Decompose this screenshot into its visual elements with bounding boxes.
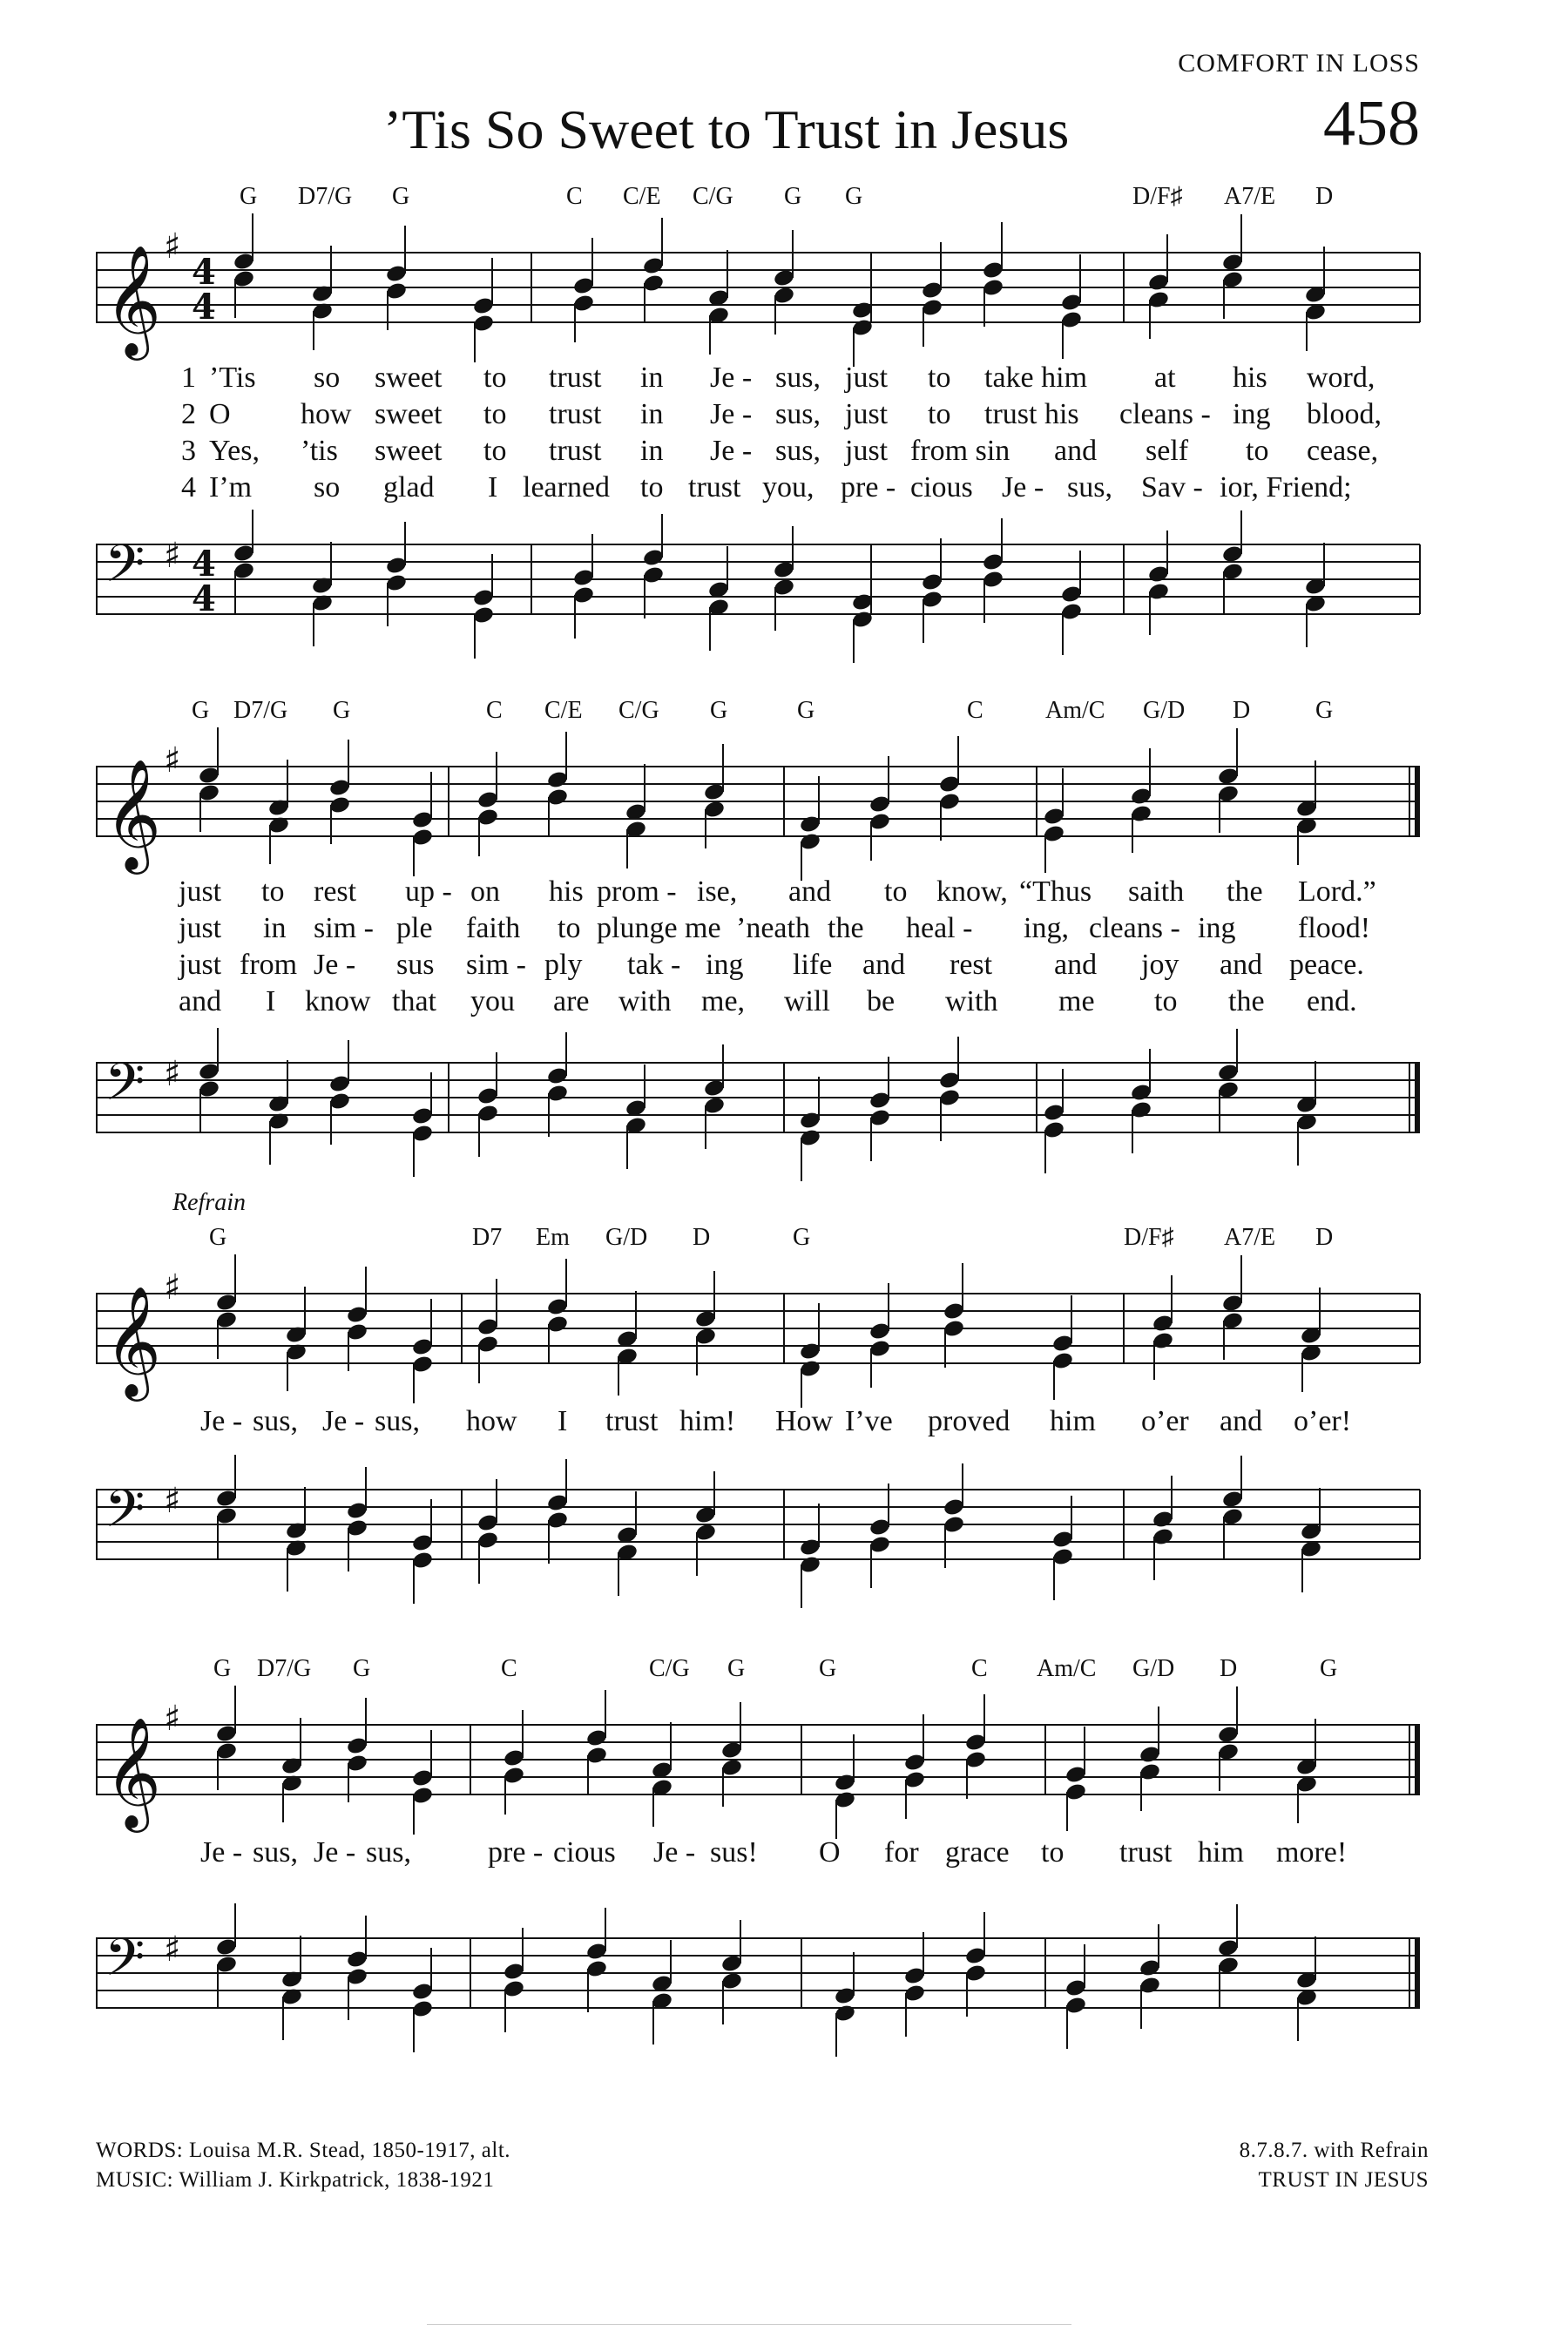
lyric-syllable: just xyxy=(179,875,222,908)
lyric-syllable: sus, xyxy=(253,1836,298,1869)
lyric-syllable: in xyxy=(640,362,664,394)
lyric-syllable: trust xyxy=(549,398,602,430)
lyric-syllable: will xyxy=(784,985,830,1017)
bass-clef-icon: 𝄢 xyxy=(105,1927,145,2000)
lyric-syllable: in xyxy=(263,912,287,944)
lyric-syllable: in xyxy=(640,398,664,430)
lyric-syllable: ’neath xyxy=(736,912,810,944)
lyric-syllable: sweet xyxy=(375,362,443,394)
lyric-syllable: just xyxy=(845,435,889,467)
category-heading: COMFORT IN LOSS xyxy=(1178,49,1420,78)
lyric-syllable: ise, xyxy=(697,875,738,908)
lyric-syllable: more! xyxy=(1276,1836,1348,1869)
lyric-syllable: how xyxy=(301,398,352,430)
sharp-icon: ♯ xyxy=(164,1267,181,1308)
lyric-syllable: to xyxy=(884,875,908,908)
lyric-syllable: Sav - xyxy=(1141,471,1203,504)
chord-symbol: G xyxy=(213,1655,232,1682)
lyric-syllable: pre - xyxy=(488,1836,544,1869)
chord-symbol: G xyxy=(727,1655,746,1682)
chord-symbol: Am/C xyxy=(1045,697,1105,724)
bass-staff xyxy=(96,505,1420,653)
lyric-syllable: cleans - xyxy=(1119,398,1211,430)
time-signature: 4 xyxy=(192,287,216,328)
bass-clef-icon: 𝄢 xyxy=(105,533,145,606)
lyric-syllable: I’m xyxy=(209,471,253,504)
lyric-syllable: ing, xyxy=(1024,912,1069,944)
chord-symbol: D xyxy=(1315,183,1334,210)
treble-staff xyxy=(96,732,1420,871)
lyric-syllable: I xyxy=(266,985,276,1017)
lyric-syllable: on xyxy=(470,875,500,908)
chord-symbol: G xyxy=(240,183,258,210)
chord-symbol: G xyxy=(392,183,410,210)
chord-symbol: G xyxy=(793,1224,811,1251)
chord-symbol: Em xyxy=(536,1224,570,1251)
lyric-syllable: sus, xyxy=(366,1836,411,1869)
sharp-icon: ♯ xyxy=(164,226,181,267)
tune-info xyxy=(1240,2136,1429,2195)
lyric-syllable: for xyxy=(884,1836,919,1869)
lyric-syllable: to xyxy=(928,398,951,430)
chord-symbol: D xyxy=(1233,697,1251,724)
music-system-1 xyxy=(96,183,1420,671)
lyric-syllable: him! xyxy=(679,1405,736,1437)
treble-staff xyxy=(96,1690,1420,1829)
lyric-syllable: sim - xyxy=(314,912,374,944)
lyric-syllable: to xyxy=(640,471,664,504)
lyric-syllable: just xyxy=(179,949,222,981)
verse-line-1 xyxy=(96,875,1420,914)
lyric-syllable: heal - xyxy=(906,912,973,944)
chord-symbols xyxy=(96,697,1420,732)
treble-staff xyxy=(96,218,1420,357)
lyric-syllable: just xyxy=(845,362,889,394)
lyric-syllable: and xyxy=(179,985,222,1017)
lyric-syllable: him xyxy=(1050,1405,1096,1437)
lyric-syllable: you, xyxy=(762,471,814,504)
lyric-syllable: blood, xyxy=(1307,398,1382,430)
lyric-syllable: How xyxy=(775,1405,834,1437)
lyric-syllable: end. xyxy=(1307,985,1357,1017)
credits xyxy=(96,2136,510,2195)
tune-name: TRUST IN JESUS xyxy=(1258,2168,1429,2192)
lyric-syllable: peace. xyxy=(1289,949,1364,981)
lyric-syllable: from xyxy=(240,949,298,981)
lyric-syllable: and xyxy=(788,875,832,908)
verse-number: 4 xyxy=(181,471,196,504)
bass-staff xyxy=(96,1459,1420,1590)
chord-symbol: G xyxy=(845,183,863,210)
lyric-syllable: life xyxy=(793,949,833,981)
lyric-syllable: rest xyxy=(314,875,357,908)
lyric-syllable: o’er! xyxy=(1294,1405,1352,1437)
lyric-syllable: be xyxy=(867,985,896,1017)
lyric-syllable: Je - xyxy=(314,949,356,981)
lyric-syllable: tak - xyxy=(627,949,681,981)
lyric-syllable: I xyxy=(558,1405,568,1437)
chord-symbol: D7/G xyxy=(298,183,353,210)
lyric-syllable: Je - xyxy=(710,435,753,467)
lyric-syllable: Je - xyxy=(653,1836,696,1869)
chord-symbol: G xyxy=(784,183,802,210)
lyric-syllable: ior, Friend; xyxy=(1220,471,1352,504)
lyric-syllable: cious xyxy=(910,471,973,504)
refrain-line xyxy=(96,1405,1420,1443)
lyric-syllable: Je - xyxy=(322,1405,365,1437)
chord-symbol: C/G xyxy=(649,1655,690,1682)
chord-symbol: D7 xyxy=(472,1224,503,1251)
lyric-syllable: with xyxy=(618,985,672,1017)
lyric-syllable: sweet xyxy=(375,435,443,467)
chord-symbol: G xyxy=(192,697,210,724)
lyric-syllable: me, xyxy=(701,985,746,1017)
chord-symbol: A7/E xyxy=(1224,183,1276,210)
lyric-syllable: Yes, xyxy=(209,435,260,467)
chord-symbol: G/D xyxy=(605,1224,648,1251)
chord-symbol: G xyxy=(819,1655,837,1682)
lyric-syllable: just xyxy=(179,912,222,944)
chord-symbol: D/F♯ xyxy=(1124,1224,1174,1251)
lyric-syllable: Lord.” xyxy=(1298,875,1376,908)
verse-number: 2 xyxy=(181,398,196,430)
lyric-syllable: I’ve xyxy=(845,1405,893,1437)
lyric-syllable: Je - xyxy=(200,1405,243,1437)
chord-symbol: C xyxy=(486,697,503,724)
lyric-syllable: you xyxy=(470,985,515,1017)
lyric-syllable: cease, xyxy=(1307,435,1379,467)
lyric-syllable: with xyxy=(945,985,998,1017)
sharp-icon: ♯ xyxy=(164,1481,181,1521)
chord-symbol: G xyxy=(1315,697,1334,724)
lyric-syllable: sus, xyxy=(1067,471,1112,504)
lyric-syllable: saith xyxy=(1128,875,1185,908)
chord-symbol: G xyxy=(209,1224,227,1251)
music-system-refrain xyxy=(96,1189,1420,1555)
lyric-syllable: so xyxy=(314,471,341,504)
lyric-syllable: to xyxy=(483,398,507,430)
lyric-syllable: rest xyxy=(950,949,993,981)
sharp-icon: ♯ xyxy=(164,740,181,781)
verse-line-2 xyxy=(96,912,1420,950)
chord-symbols xyxy=(96,1655,1420,1690)
lyric-syllable: ’Tis xyxy=(209,362,256,394)
lyric-syllable: faith xyxy=(466,912,521,944)
lyric-syllable: sus, xyxy=(775,435,821,467)
chord-symbol: D7/G xyxy=(233,697,288,724)
lyric-syllable: joy xyxy=(1141,949,1179,981)
chord-symbol: G xyxy=(797,697,815,724)
chord-symbol: G xyxy=(353,1655,371,1682)
chord-symbol: Am/C xyxy=(1037,1655,1097,1682)
lyric-syllable: to xyxy=(483,435,507,467)
lyric-syllable: “Thus xyxy=(1019,875,1092,908)
music-system-2 xyxy=(96,697,1420,1185)
refrain-label: Refrain xyxy=(172,1189,246,1216)
lyric-syllable: know, xyxy=(936,875,1008,908)
lyric-syllable: up - xyxy=(405,875,452,908)
sharp-icon: ♯ xyxy=(164,536,181,576)
lyric-syllable: me xyxy=(1058,985,1095,1017)
lyric-syllable: Je - xyxy=(710,362,753,394)
chord-symbol: C xyxy=(501,1655,517,1682)
chord-symbol: G/D xyxy=(1143,697,1186,724)
hymn-number: 458 xyxy=(1323,88,1420,159)
lyric-syllable: the xyxy=(1228,985,1265,1017)
lyric-syllable: ply xyxy=(544,949,583,981)
music-credit: MUSIC: William J. Kirkpatrick, 1838-1921 xyxy=(96,2168,495,2192)
time-signature: 4 xyxy=(192,578,216,619)
lyric-syllable: sus, xyxy=(253,1405,298,1437)
lyric-syllable: and xyxy=(1220,1405,1263,1437)
lyric-syllable: Je - xyxy=(314,1836,356,1869)
lyric-syllable: flood! xyxy=(1298,912,1371,944)
chord-symbol: C/G xyxy=(618,697,659,724)
chord-symbols xyxy=(96,183,1420,218)
lyric-syllable: ing xyxy=(1233,398,1271,430)
verse-line-4 xyxy=(96,471,1420,510)
lyric-syllable: to xyxy=(483,362,507,394)
lyric-syllable: I xyxy=(488,471,498,504)
lyric-syllable: sus! xyxy=(710,1836,758,1869)
lyric-syllable: the xyxy=(1227,875,1263,908)
lyric-syllable: at xyxy=(1154,362,1176,394)
lyric-syllable: sus xyxy=(396,949,435,981)
lyric-syllable: sweet xyxy=(375,398,443,430)
verse-line-4 xyxy=(96,985,1420,1024)
lyric-syllable: trust xyxy=(549,435,602,467)
lyric-syllable: his xyxy=(1233,362,1267,394)
lyric-syllable: O xyxy=(209,398,231,430)
music-system-4 xyxy=(96,1655,1420,2065)
meter: 8.7.8.7. with Refrain xyxy=(1239,2139,1429,2162)
lyric-syllable: trust xyxy=(605,1405,659,1437)
lyric-syllable: sus, xyxy=(375,1405,420,1437)
lyric-syllable: pre - xyxy=(841,471,896,504)
refrain-line xyxy=(96,1836,1420,1875)
treble-clef-icon: 𝄞 xyxy=(105,1285,162,1396)
lyric-syllable: sus, xyxy=(775,398,821,430)
lyric-syllable: and xyxy=(1220,949,1263,981)
lyric-syllable: and xyxy=(862,949,906,981)
lyric-syllable: him xyxy=(1198,1836,1244,1869)
verse-line-2 xyxy=(96,398,1420,436)
lyric-syllable: O xyxy=(819,1836,841,1869)
chord-symbol: G xyxy=(710,697,728,724)
chord-symbol: D xyxy=(1315,1224,1334,1251)
lyric-syllable: Je - xyxy=(710,398,753,430)
chord-symbol: D/F♯ xyxy=(1132,183,1183,210)
chord-symbol: C/E xyxy=(544,697,583,724)
lyric-syllable: trust his xyxy=(984,398,1079,430)
chord-symbol: C/G xyxy=(693,183,733,210)
lyric-syllable: to xyxy=(261,875,285,908)
lyric-syllable: Je - xyxy=(200,1836,243,1869)
lyric-syllable: word, xyxy=(1307,362,1375,394)
treble-clef-icon: 𝄞 xyxy=(105,244,162,355)
lyric-syllable: ing xyxy=(1198,912,1236,944)
lyric-syllable: self xyxy=(1146,435,1189,467)
lyric-syllable: glad xyxy=(383,471,435,504)
chord-symbols xyxy=(96,1224,1420,1259)
bottom-divider xyxy=(427,2324,1071,2325)
lyric-syllable: prom - xyxy=(597,875,677,908)
verse-line-3 xyxy=(96,949,1420,987)
chord-symbol: C xyxy=(971,1655,988,1682)
lyric-syllable: to xyxy=(1041,1836,1064,1869)
lyric-syllable: trust xyxy=(1119,1836,1173,1869)
lyric-syllable: proved xyxy=(928,1405,1010,1437)
lyric-syllable: to xyxy=(558,912,581,944)
lyric-syllable: cious xyxy=(553,1836,616,1869)
lyric-syllable: trust xyxy=(549,362,602,394)
lyric-syllable: Je - xyxy=(1002,471,1044,504)
lyric-syllable: ple xyxy=(396,912,433,944)
chord-symbol: A7/E xyxy=(1224,1224,1276,1251)
lyric-syllable: in xyxy=(640,435,664,467)
lyric-syllable: know xyxy=(305,985,371,1017)
lyric-syllable: to xyxy=(1154,985,1178,1017)
chord-symbol: G xyxy=(333,697,351,724)
chord-symbol: C/E xyxy=(623,183,661,210)
lyric-syllable: from sin xyxy=(910,435,1010,467)
verse-number: 3 xyxy=(181,435,196,467)
bass-staff xyxy=(96,1024,1420,1172)
verse-line-1 xyxy=(96,362,1420,400)
lyric-syllable: o’er xyxy=(1141,1405,1189,1437)
bass-clef-icon: 𝄢 xyxy=(105,1478,145,1551)
lyric-syllable: his xyxy=(549,875,584,908)
lyric-syllable: sim - xyxy=(466,949,526,981)
bass-clef-icon: 𝄢 xyxy=(105,1051,145,1125)
chord-symbol: G/D xyxy=(1132,1655,1175,1682)
chord-symbol: G xyxy=(1320,1655,1338,1682)
lyric-syllable: to xyxy=(928,362,951,394)
chord-symbol: D xyxy=(693,1224,711,1251)
treble-clef-icon: 𝄞 xyxy=(105,758,162,869)
treble-clef-icon: 𝄞 xyxy=(105,1716,162,1828)
treble-staff xyxy=(96,1259,1420,1398)
lyric-syllable: trust xyxy=(688,471,741,504)
lyric-syllable: learned xyxy=(523,471,611,504)
chord-symbol: D7/G xyxy=(257,1655,312,1682)
lyric-syllable: ’tis xyxy=(301,435,338,467)
words-credit: WORDS: Louisa M.R. Stead, 1850-1917, alt. xyxy=(96,2139,511,2162)
verse-number: 1 xyxy=(181,362,196,394)
lyric-syllable: grace xyxy=(945,1836,1010,1869)
lyric-syllable: to xyxy=(1246,435,1269,467)
lyric-syllable: take him xyxy=(984,362,1088,394)
lyric-syllable: are xyxy=(553,985,590,1017)
bass-staff xyxy=(96,1903,1420,2043)
sharp-icon: ♯ xyxy=(164,1699,181,1739)
hymn-title: ’Tis So Sweet to Trust in Jesus xyxy=(383,98,1070,160)
lyric-syllable: just xyxy=(845,398,889,430)
chord-symbol: C xyxy=(967,697,983,724)
sharp-icon: ♯ xyxy=(164,1054,181,1094)
time-signature: 4 xyxy=(192,252,216,293)
lyric-syllable: ing xyxy=(706,949,744,981)
chord-symbol: C xyxy=(566,183,583,210)
lyric-syllable: plunge me xyxy=(597,912,721,944)
lyric-syllable: and xyxy=(1054,435,1098,467)
lyric-syllable: that xyxy=(392,985,436,1017)
chord-symbol: D xyxy=(1220,1655,1238,1682)
sharp-icon: ♯ xyxy=(164,1930,181,1970)
lyric-syllable: sus, xyxy=(775,362,821,394)
lyric-syllable: so xyxy=(314,362,341,394)
lyric-syllable: how xyxy=(466,1405,517,1437)
time-signature: 4 xyxy=(192,544,216,585)
lyric-syllable: the xyxy=(828,912,864,944)
lyric-syllable: cleans - xyxy=(1089,912,1180,944)
verse-line-3 xyxy=(96,435,1420,473)
lyric-syllable: and xyxy=(1054,949,1098,981)
